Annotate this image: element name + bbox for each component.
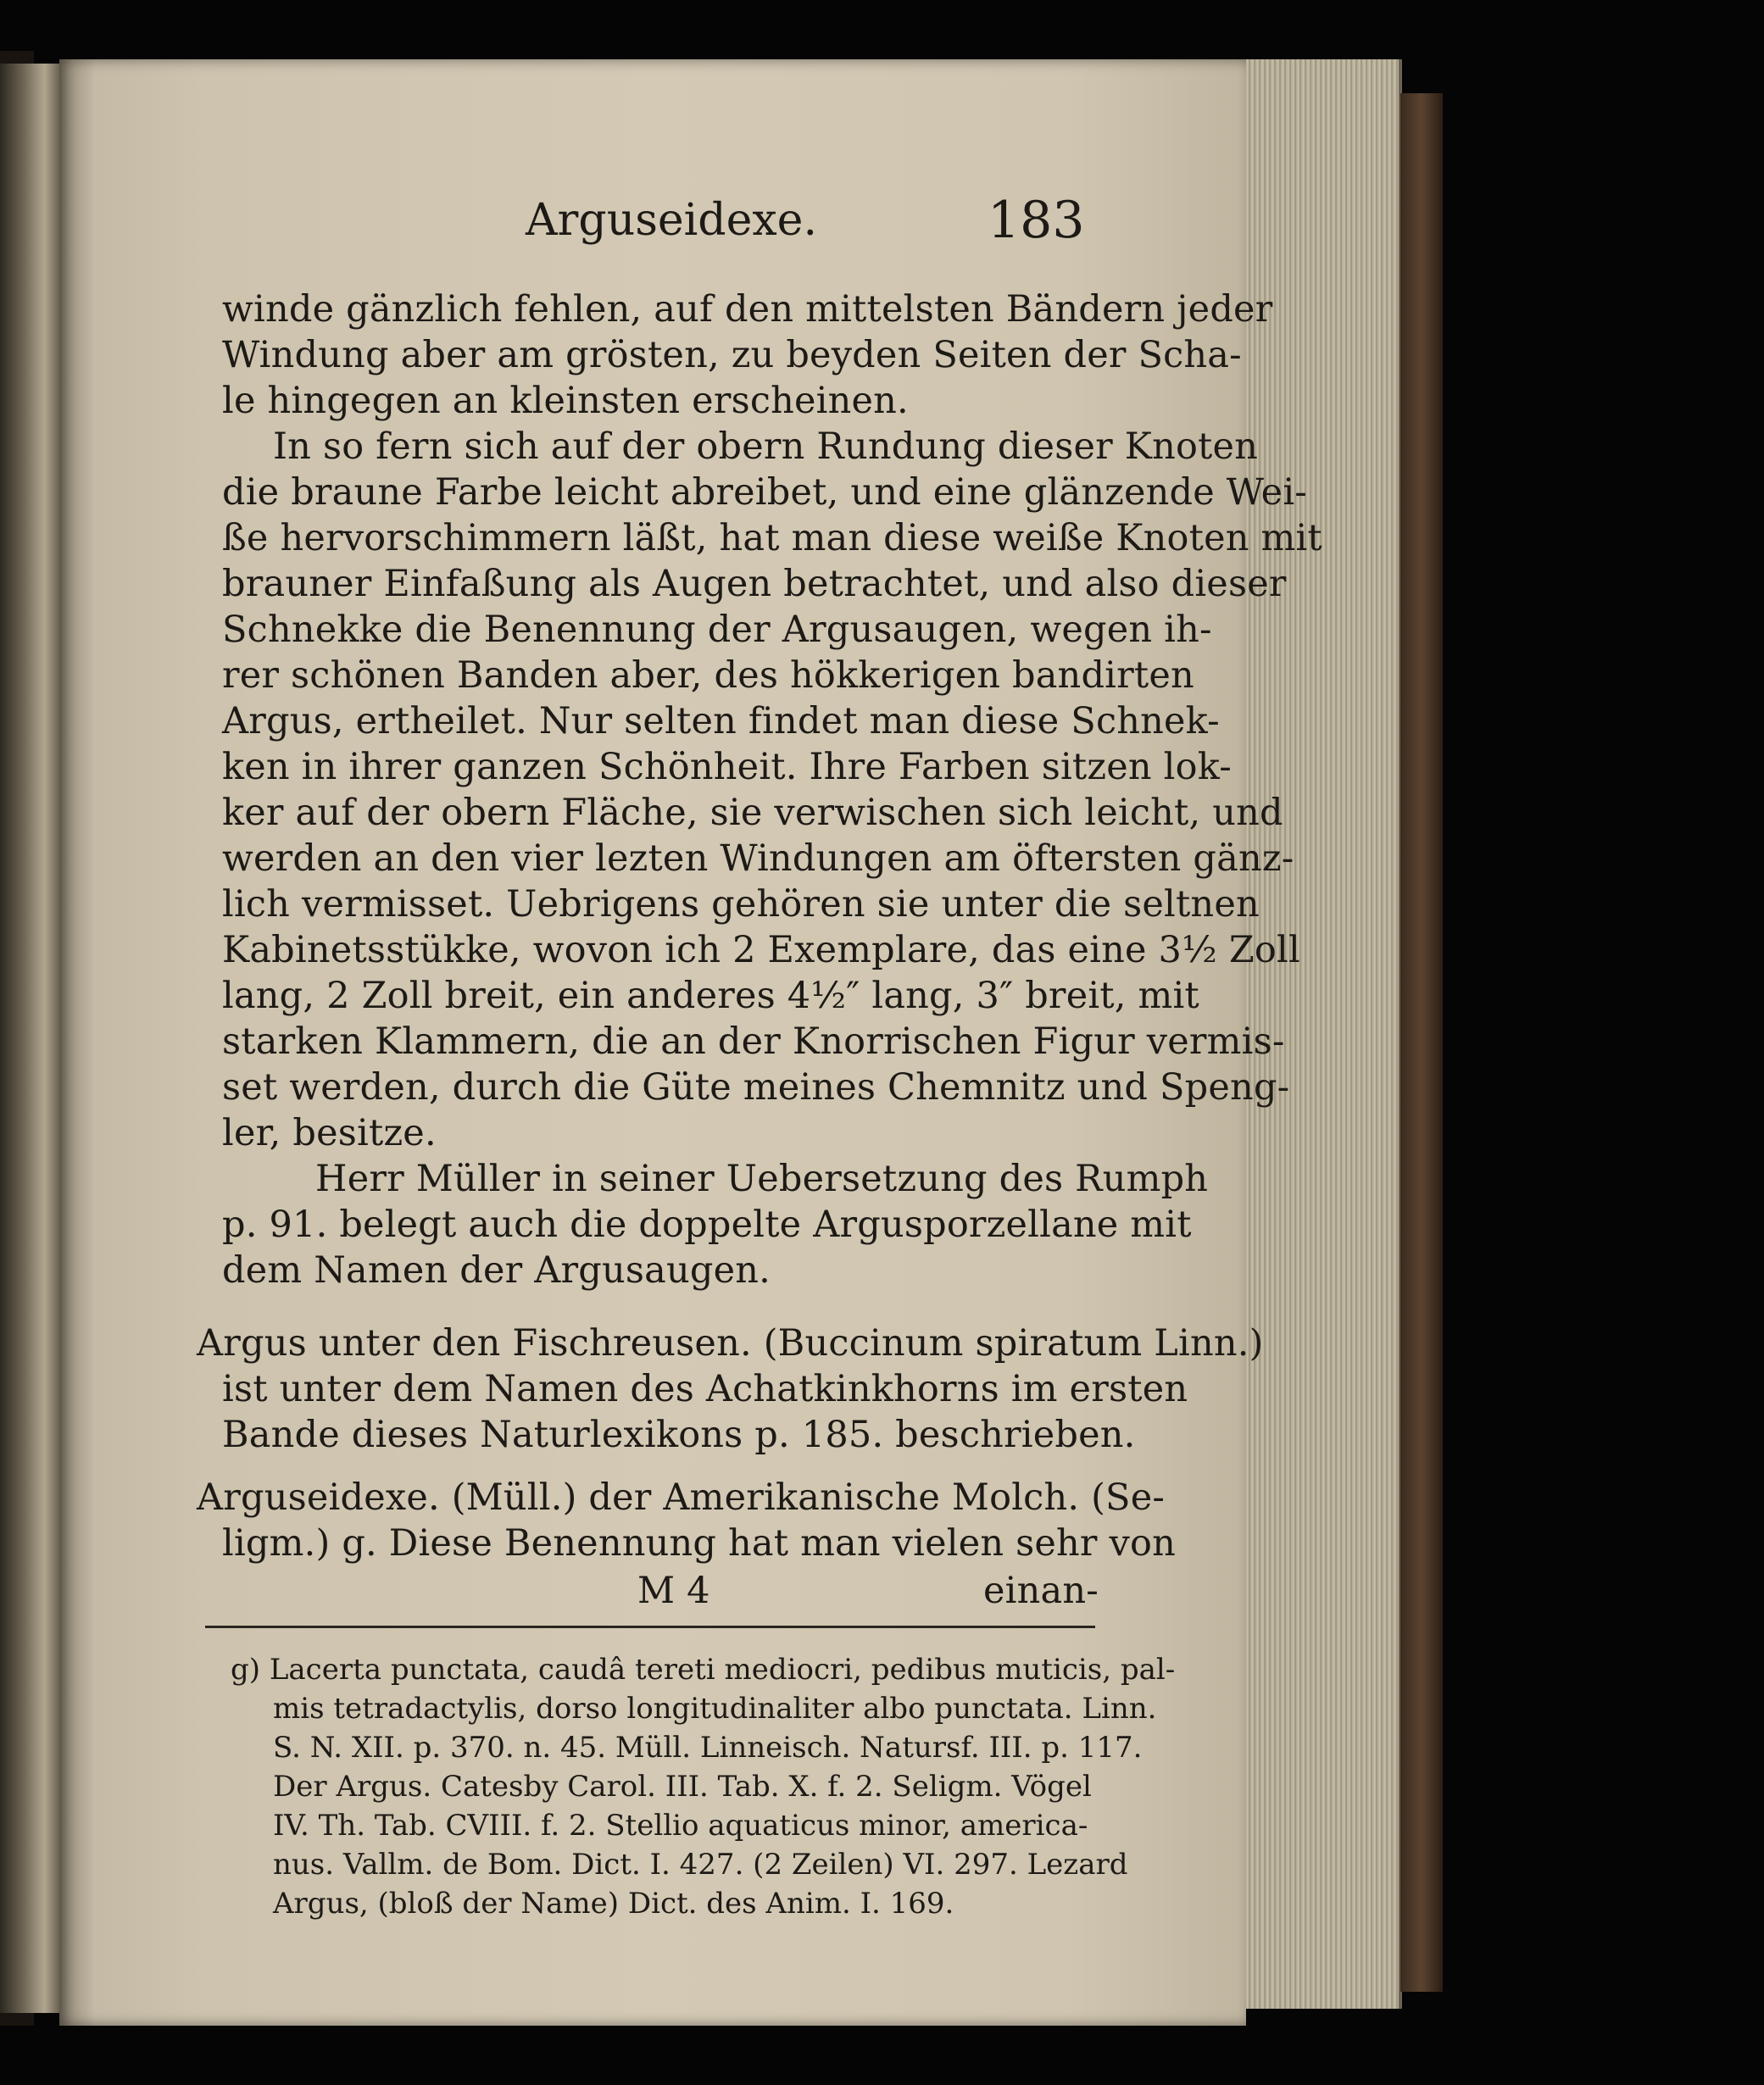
body-line: die braune Farbe leicht abreibet, und eine glänzende Wei- [222,471,1308,514]
body-line: werden an den vier lezten Windungen am öftersten gänz- [222,837,1294,880]
body-line: ker auf der obern Fläche, sie verwischen sich leicht, und [222,792,1283,834]
body-line: Schnekke die Benennung der Argusaugen, wegen ih- [222,609,1212,651]
footnote-line: S. N. XII. p. 370. n. 45. Müll. Linneisch. Natursf. III. p. 117. [273,1731,1143,1765]
body-line: lang, 2 Zoll breit, ein anderes 4½″ lang, 3″ breit, mit [222,975,1199,1017]
body-line: ist unter dem Namen des Achatkinkhorns im ersten [222,1368,1188,1410]
footnote-line: Der Argus. Catesby Carol. III. Tab. X. f. 2. Seligm. Vögel [273,1770,1092,1804]
entry-heading-line: Argus unter den Fischreusen. (Buccinum spiratum Linn.) [197,1322,1264,1365]
left-page-edge [0,64,59,2013]
body-line: le hingegen an kleinsten erscheinen. [222,380,909,422]
signature-mark: M 4 [637,1570,710,1612]
right-book-cover [1400,93,1443,1992]
body-line: lich vermisset. Uebrigens gehören sie unter die seltnen [222,883,1260,926]
body-line: Herr Müller in seiner Uebersetzung des Rumph [315,1158,1209,1200]
body-line: Bande dieses Naturlexikons p. 185. beschrieben. [222,1414,1136,1456]
catchword: einan- [983,1570,1099,1612]
body-line: Argus, ertheilet. Nur selten findet man diese Schnek- [222,700,1220,742]
footnote-rule [205,1626,1095,1628]
footnote-line: mis tetradactylis, dorso longitudinaliter albo punctata. Linn. [273,1692,1157,1726]
running-header: Arguseidexe. [526,195,817,246]
footnote-line: nus. Vallm. de Bom. Dict. I. 427. (2 Zeilen) VI. 297. Lezard [273,1848,1128,1882]
body-line: ße hervorschimmern läßt, hat man diese weiße Knoten mit [222,517,1322,559]
page-number: 183 [988,191,1085,250]
entry-heading-line: Arguseidexe. (Müll.) der Amerikanische Molch. (Se- [197,1476,1166,1519]
body-line: dem Namen der Argusaugen. [222,1249,771,1292]
body-line: ler, besitze. [222,1112,437,1154]
body-line: ligm.) g. Diese Benennung hat man vielen sehr von [222,1522,1177,1565]
body-line: Windung aber am grösten, zu beyden Seiten der Scha- [222,334,1242,376]
body-line: Kabinetsstükke, wovon ich 2 Exemplare, das eine 3½ Zoll [222,929,1300,971]
body-line: set werden, durch die Güte meines Chemnitz und Speng- [222,1066,1290,1109]
body-line: winde gänzlich fehlen, auf den mittelsten Bändern jeder [222,288,1273,331]
body-line: ken in ihrer ganzen Schönheit. Ihre Farben sitzen lok- [222,746,1232,788]
footnote-line: Argus, (bloß der Name) Dict. des Anim. I. 169. [273,1887,954,1921]
body-line: rer schönen Banden aber, des hökkerigen bandirten [222,654,1194,697]
body-line: starken Klammern, die an der Knorrischen Figur vermis- [222,1020,1285,1063]
body-line: brauner Einfaßung als Augen betrachtet, und also dieser [222,563,1287,605]
footnote-line: IV. Th. Tab. CVIII. f. 2. Stellio aquaticus minor, america- [273,1809,1088,1843]
body-line: p. 91. belegt auch die doppelte Argusporzellane mit [222,1204,1192,1246]
body-line: In so fern sich auf der obern Rundung dieser Knoten [273,425,1259,468]
footnote-line: g) Lacerta punctata, caudâ tereti mediocri, pedibus muticis, pal- [231,1653,1176,1687]
